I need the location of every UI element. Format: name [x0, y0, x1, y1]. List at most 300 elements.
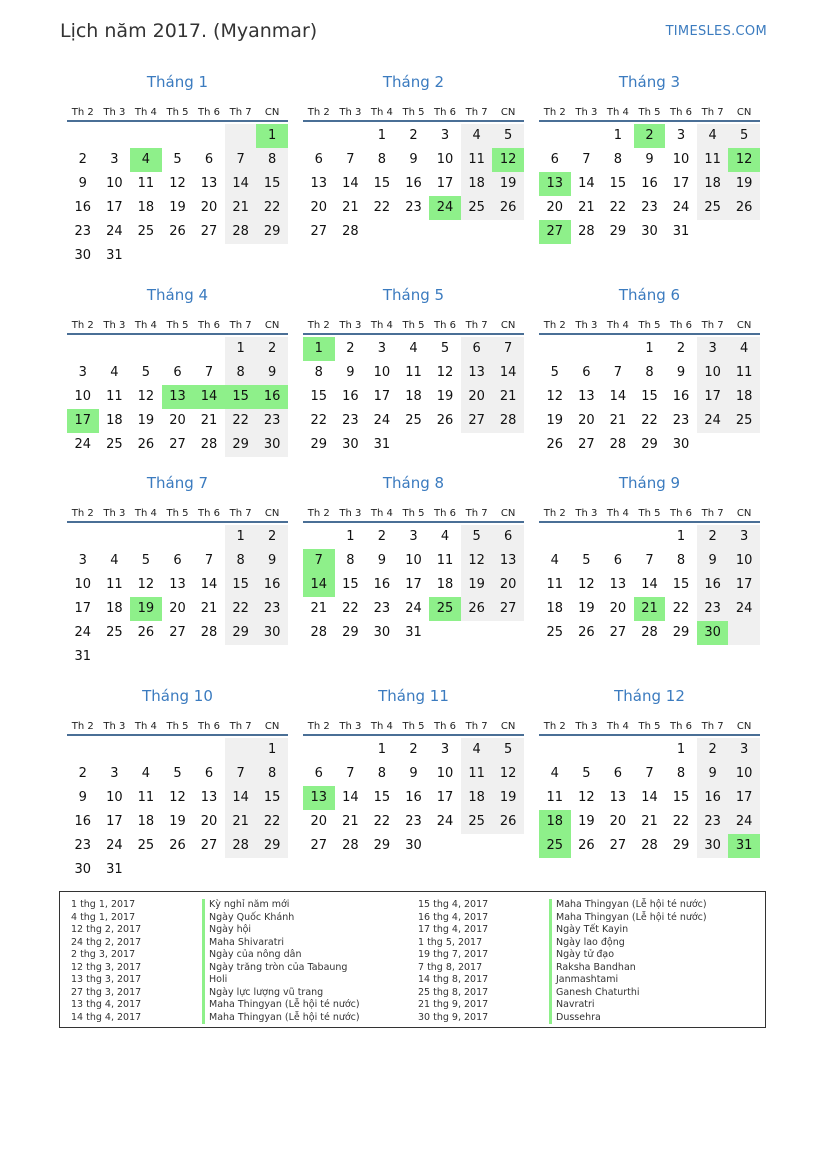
weekday-label: CN: [736, 320, 752, 331]
day-cell: 29: [310, 437, 328, 452]
month-name: Tháng 1: [146, 73, 209, 91]
day-cell: 16: [74, 814, 92, 829]
day-cell: 25: [137, 838, 155, 853]
day-cell: 9: [697, 549, 729, 573]
day-cell: 20: [200, 200, 218, 215]
weekday-label: Th 7: [701, 107, 724, 118]
day-cell: 23: [405, 200, 422, 215]
week-row: [303, 549, 524, 573]
day-cell: 2: [676, 341, 686, 356]
holiday-day-cell: 2: [634, 124, 666, 148]
day-cell: 21: [641, 814, 658, 829]
month-days: [303, 738, 524, 858]
day-cell: 25: [137, 224, 155, 239]
empty-day-cell: [99, 738, 131, 762]
week-row: [67, 433, 288, 457]
holiday-day-cell: 16: [256, 385, 288, 409]
day-cell: 2: [697, 738, 729, 762]
day-cell: 16: [697, 786, 729, 810]
day-cell: 8: [256, 762, 288, 786]
empty-day-cell: [130, 124, 162, 148]
day-cell: 11: [546, 790, 564, 805]
weekday-header: [539, 96, 760, 122]
day-cell: 30: [697, 834, 729, 858]
holiday-entry: [71, 962, 360, 975]
empty-day-cell: [728, 621, 760, 645]
empty-day-cell: [429, 433, 461, 457]
empty-day-cell: [162, 525, 194, 549]
day-cell: 2: [256, 525, 288, 549]
day-cell: 17: [728, 786, 760, 810]
weekday-label: CN: [264, 721, 280, 732]
day-cell: 26: [728, 196, 760, 220]
weekday-label: CN: [736, 721, 752, 732]
day-cell: 25: [461, 196, 493, 220]
holiday-entry: [418, 924, 707, 937]
empty-day-cell: [602, 337, 634, 361]
day-cell: 8: [225, 549, 257, 573]
week-row: [303, 196, 524, 220]
weekday-label: CN: [264, 320, 280, 331]
weekday-label: Th 2: [71, 320, 94, 331]
weekday-label: Th 6: [434, 508, 457, 519]
brand-link[interactable]: TIMESLES.COM: [665, 24, 767, 39]
empty-day-cell: [461, 834, 493, 858]
day-cell: 29: [225, 433, 257, 457]
day-cell: 8: [645, 365, 654, 380]
day-cell: 5: [141, 553, 151, 568]
weekday-header: [539, 309, 760, 335]
weekday-label: Th 4: [134, 320, 157, 331]
week-row: [67, 244, 288, 268]
day-cell: 26: [169, 224, 186, 239]
holiday-day-cell: 21: [634, 597, 666, 621]
empty-day-cell: [492, 433, 524, 457]
holiday-day-cell: 25: [539, 834, 571, 858]
month-calendar: [539, 686, 760, 858]
weekday-label: Th 6: [198, 107, 221, 118]
week-row: [539, 148, 760, 172]
empty-day-cell: [99, 525, 131, 549]
empty-day-cell: [602, 738, 634, 762]
week-row: [539, 172, 760, 196]
day-cell: 7: [346, 152, 355, 167]
day-cell: 21: [492, 385, 524, 409]
month-calendar: [303, 686, 524, 858]
day-cell: 22: [672, 814, 690, 829]
day-cell: 23: [342, 413, 359, 428]
day-cell: 23: [74, 838, 92, 853]
empty-day-cell: [461, 433, 493, 457]
week-row: [67, 337, 288, 361]
day-cell: 24: [672, 200, 690, 215]
empty-day-cell: [162, 124, 194, 148]
holiday-entry: [71, 999, 360, 1012]
empty-day-cell: [130, 244, 162, 268]
day-cell: 7: [346, 766, 355, 781]
week-row: [67, 196, 288, 220]
day-cell: 10: [728, 762, 760, 786]
day-cell: 21: [342, 814, 359, 829]
day-cell: 26: [436, 413, 454, 428]
day-cell: 6: [492, 525, 524, 549]
day-cell: 29: [609, 224, 627, 239]
holiday-day-cell: 24: [429, 196, 461, 220]
empty-day-cell: [162, 858, 194, 882]
weekday-label: Th 6: [670, 107, 693, 118]
empty-day-cell: [571, 738, 603, 762]
empty-day-cell: [256, 858, 288, 882]
weekday-label: Th 7: [229, 107, 252, 118]
day-cell: 26: [461, 597, 493, 621]
day-cell: 18: [137, 814, 155, 829]
day-cell: 18: [461, 786, 493, 810]
day-cell: 2: [697, 525, 729, 549]
day-cell: 20: [310, 814, 328, 829]
weekday-header: [67, 497, 288, 523]
day-cell: 6: [582, 365, 591, 380]
day-cell: 12: [546, 389, 564, 404]
weekday-label: Th 5: [638, 107, 661, 118]
day-cell: 9: [676, 365, 686, 380]
day-cell: 25: [106, 625, 123, 640]
day-cell: 14: [492, 361, 524, 385]
empty-day-cell: [429, 621, 461, 645]
day-cell: 28: [310, 625, 328, 640]
day-cell: 21: [342, 200, 359, 215]
holiday-name: Ngày trăng tròn của Tabaung: [202, 962, 347, 975]
weekday-label: CN: [736, 107, 752, 118]
month-name: Tháng 8: [382, 474, 445, 492]
week-row: [539, 738, 760, 762]
day-cell: 25: [728, 409, 760, 433]
week-row: [303, 409, 524, 433]
holiday-day-cell: 19: [130, 597, 162, 621]
holiday-entry: [418, 999, 707, 1012]
day-cell: 3: [676, 128, 686, 143]
weekday-label: Th 4: [606, 508, 629, 519]
holiday-name: Dussehra: [549, 1012, 601, 1025]
month-name: Tháng 2: [382, 73, 445, 91]
empty-day-cell: [539, 525, 571, 549]
holiday-entry: [71, 899, 360, 912]
day-cell: 3: [728, 738, 760, 762]
month-calendar: [303, 473, 524, 645]
day-cell: 11: [106, 389, 123, 404]
day-cell: 8: [377, 152, 387, 167]
week-row: [539, 573, 760, 597]
day-cell: 21: [225, 810, 257, 834]
month-calendar: [67, 686, 288, 882]
day-cell: 15: [672, 790, 690, 805]
holiday-name: Ngày hội: [202, 924, 251, 937]
month-days: [539, 124, 760, 244]
holiday-date: 27 thg 3, 2017: [71, 986, 142, 998]
day-cell: 31: [106, 248, 123, 263]
day-cell: 12: [169, 790, 186, 805]
empty-day-cell: [225, 124, 257, 148]
day-cell: 26: [578, 838, 595, 853]
day-cell: 1: [225, 337, 257, 361]
weekday-label: Th 2: [71, 107, 94, 118]
day-cell: 4: [461, 124, 493, 148]
day-cell: 4: [728, 337, 760, 361]
day-cell: 6: [173, 553, 182, 568]
weekday-label: Th 6: [670, 721, 693, 732]
empty-day-cell: [130, 337, 162, 361]
day-cell: 27: [169, 625, 186, 640]
empty-day-cell: [398, 433, 430, 457]
day-cell: 28: [342, 224, 359, 239]
month-days: [539, 525, 760, 645]
day-cell: 22: [373, 814, 391, 829]
empty-day-cell: [130, 645, 162, 669]
day-cell: 27: [578, 437, 595, 452]
day-cell: 4: [409, 341, 418, 356]
week-row: [67, 810, 288, 834]
holiday-name: Ngày Quốc Khánh: [202, 912, 294, 925]
weekday-header: [67, 710, 288, 736]
day-cell: 12: [436, 365, 454, 380]
holiday-day-cell: 7: [303, 549, 335, 573]
weekday-header: [303, 96, 524, 122]
month-name: Tháng 9: [618, 474, 681, 492]
empty-day-cell: [193, 645, 225, 669]
day-cell: 16: [74, 200, 92, 215]
weekday-label: Th 3: [339, 508, 362, 519]
weekday-label: Th 6: [434, 320, 457, 331]
day-cell: 5: [550, 365, 559, 380]
day-cell: 14: [200, 577, 218, 592]
day-cell: 4: [550, 553, 559, 568]
weekday-label: Th 6: [434, 107, 457, 118]
day-cell: 9: [256, 549, 288, 573]
day-cell: 1: [377, 128, 387, 143]
day-cell: 16: [672, 389, 690, 404]
day-cell: 10: [436, 766, 454, 781]
day-cell: 8: [346, 553, 355, 568]
day-cell: 3: [78, 365, 87, 380]
day-cell: 15: [342, 577, 359, 592]
day-cell: 24: [373, 413, 391, 428]
holiday-day-cell: 25: [429, 597, 461, 621]
empty-day-cell: [193, 525, 225, 549]
holiday-day-cell: 18: [539, 810, 571, 834]
month-days: [303, 337, 524, 457]
week-row: [539, 337, 760, 361]
weekday-label: Th 2: [307, 721, 330, 732]
holiday-date: 19 thg 7, 2017: [418, 949, 489, 960]
week-row: [67, 361, 288, 385]
day-cell: 18: [436, 577, 454, 592]
weekday-label: Th 4: [606, 107, 629, 118]
week-row: [303, 621, 524, 645]
day-cell: 22: [256, 196, 288, 220]
month-name: Tháng 4: [146, 286, 209, 304]
empty-day-cell: [67, 337, 99, 361]
empty-day-cell: [634, 738, 666, 762]
day-cell: 19: [492, 786, 524, 810]
holiday-name: Maha Thingyan (Lễ hội té nước): [202, 1012, 360, 1025]
week-row: [539, 409, 760, 433]
day-cell: 17: [697, 385, 729, 409]
day-cell: 13: [609, 790, 627, 805]
day-cell: 28: [492, 409, 524, 433]
day-cell: 30: [256, 621, 288, 645]
day-cell: 13: [169, 577, 186, 592]
day-cell: 8: [225, 361, 257, 385]
day-cell: 18: [697, 172, 729, 196]
day-cell: 6: [204, 152, 214, 167]
day-cell: 7: [645, 553, 654, 568]
day-cell: 9: [78, 176, 87, 191]
weekday-label: Th 5: [166, 508, 189, 519]
day-cell: 5: [461, 525, 493, 549]
weekday-label: Th 2: [543, 320, 566, 331]
empty-day-cell: [335, 738, 367, 762]
page-title: Lịch năm 2017. (Myanmar): [60, 20, 318, 42]
empty-day-cell: [571, 124, 603, 148]
holiday-date: 4 thg 1, 2017: [71, 911, 136, 923]
day-cell: 12: [137, 577, 155, 592]
day-cell: 20: [578, 413, 595, 428]
day-cell: 20: [461, 385, 493, 409]
week-row: [303, 762, 524, 786]
holiday-day-cell: 4: [130, 148, 162, 172]
empty-day-cell: [492, 220, 524, 244]
weekday-label: Th 5: [166, 320, 189, 331]
day-cell: 13: [461, 361, 493, 385]
day-cell: 8: [613, 152, 623, 167]
day-cell: 28: [641, 838, 658, 853]
holiday-list-column-left: [71, 899, 360, 1024]
day-cell: 1: [346, 529, 355, 544]
day-cell: 2: [409, 128, 418, 143]
day-cell: 18: [106, 413, 123, 428]
holiday-day-cell: 13: [539, 172, 571, 196]
holiday-entry: [71, 1012, 360, 1025]
day-cell: 29: [672, 625, 690, 640]
holiday-day-cell: 1: [256, 124, 288, 148]
week-row: [539, 762, 760, 786]
empty-day-cell: [539, 124, 571, 148]
empty-day-cell: [335, 124, 367, 148]
week-row: [303, 525, 524, 549]
empty-day-cell: [225, 738, 257, 762]
week-row: [67, 786, 288, 810]
empty-day-cell: [130, 525, 162, 549]
empty-day-cell: [492, 621, 524, 645]
empty-day-cell: [162, 645, 194, 669]
day-cell: 5: [582, 766, 591, 781]
empty-day-cell: [130, 858, 162, 882]
week-row: [67, 621, 288, 645]
day-cell: 19: [492, 172, 524, 196]
day-cell: 16: [405, 176, 422, 191]
month-calendar: [303, 285, 524, 457]
day-cell: 29: [641, 437, 658, 452]
day-cell: 15: [373, 176, 391, 191]
holiday-date: 25 thg 8, 2017: [418, 986, 489, 998]
day-cell: 24: [405, 601, 422, 616]
day-cell: 16: [641, 176, 658, 191]
week-row: [303, 810, 524, 834]
weekday-label: Th 2: [307, 508, 330, 519]
day-cell: 4: [110, 365, 119, 380]
weekday-label: Th 2: [307, 107, 330, 118]
weekday-label: Th 6: [434, 721, 457, 732]
holiday-name: Ngày tử đạo: [549, 949, 614, 962]
day-cell: 30: [74, 862, 92, 877]
weekday-label: Th 2: [543, 107, 566, 118]
day-cell: 11: [728, 361, 760, 385]
empty-day-cell: [193, 124, 225, 148]
holiday-entry: [71, 912, 360, 925]
weekday-label: CN: [264, 107, 280, 118]
day-cell: 10: [106, 790, 123, 805]
empty-day-cell: [539, 337, 571, 361]
weekday-label: Th 6: [670, 508, 693, 519]
day-cell: 19: [728, 172, 760, 196]
holiday-date: 30 thg 9, 2017: [418, 1011, 489, 1023]
day-cell: 31: [74, 649, 92, 664]
day-cell: 3: [697, 337, 729, 361]
day-cell: 28: [200, 625, 218, 640]
day-cell: 15: [310, 389, 328, 404]
month-days: [303, 525, 524, 645]
day-cell: 7: [492, 337, 524, 361]
day-cell: 22: [641, 413, 658, 428]
holiday-entry: [71, 949, 360, 962]
day-cell: 10: [672, 152, 690, 167]
holiday-date: 12 thg 2, 2017: [71, 924, 142, 935]
day-cell: 27: [310, 838, 328, 853]
holiday-name: Ganesh Chaturthi: [549, 987, 640, 1000]
day-cell: 6: [613, 766, 623, 781]
weekday-label: Th 5: [166, 107, 189, 118]
weekday-label: Th 7: [465, 721, 488, 732]
weekday-label: CN: [736, 508, 752, 519]
day-cell: 1: [676, 742, 686, 757]
day-cell: 1: [613, 128, 623, 143]
day-cell: 11: [106, 577, 123, 592]
weekday-label: Th 5: [402, 721, 425, 732]
day-cell: 10: [74, 389, 92, 404]
day-cell: 15: [672, 577, 690, 592]
weekday-label: Th 4: [370, 320, 393, 331]
empty-day-cell: [193, 858, 225, 882]
holiday-entry: [418, 962, 707, 975]
weekday-label: Th 7: [229, 721, 252, 732]
week-row: [67, 738, 288, 762]
holiday-date: 15 thg 4, 2017: [418, 899, 489, 910]
day-cell: 3: [110, 152, 119, 167]
empty-day-cell: [366, 220, 398, 244]
empty-day-cell: [162, 738, 194, 762]
week-row: [539, 549, 760, 573]
month-calendar: [539, 285, 760, 457]
day-cell: 13: [578, 389, 595, 404]
holiday-entry: [71, 974, 360, 987]
day-cell: 23: [74, 224, 92, 239]
holiday-date: 1 thg 1, 2017: [71, 899, 136, 910]
week-row: [539, 621, 760, 645]
day-cell: 29: [225, 621, 257, 645]
day-cell: 24: [697, 409, 729, 433]
day-cell: 17: [436, 790, 454, 805]
day-cell: 7: [582, 152, 591, 167]
weekday-label: Th 7: [229, 320, 252, 331]
